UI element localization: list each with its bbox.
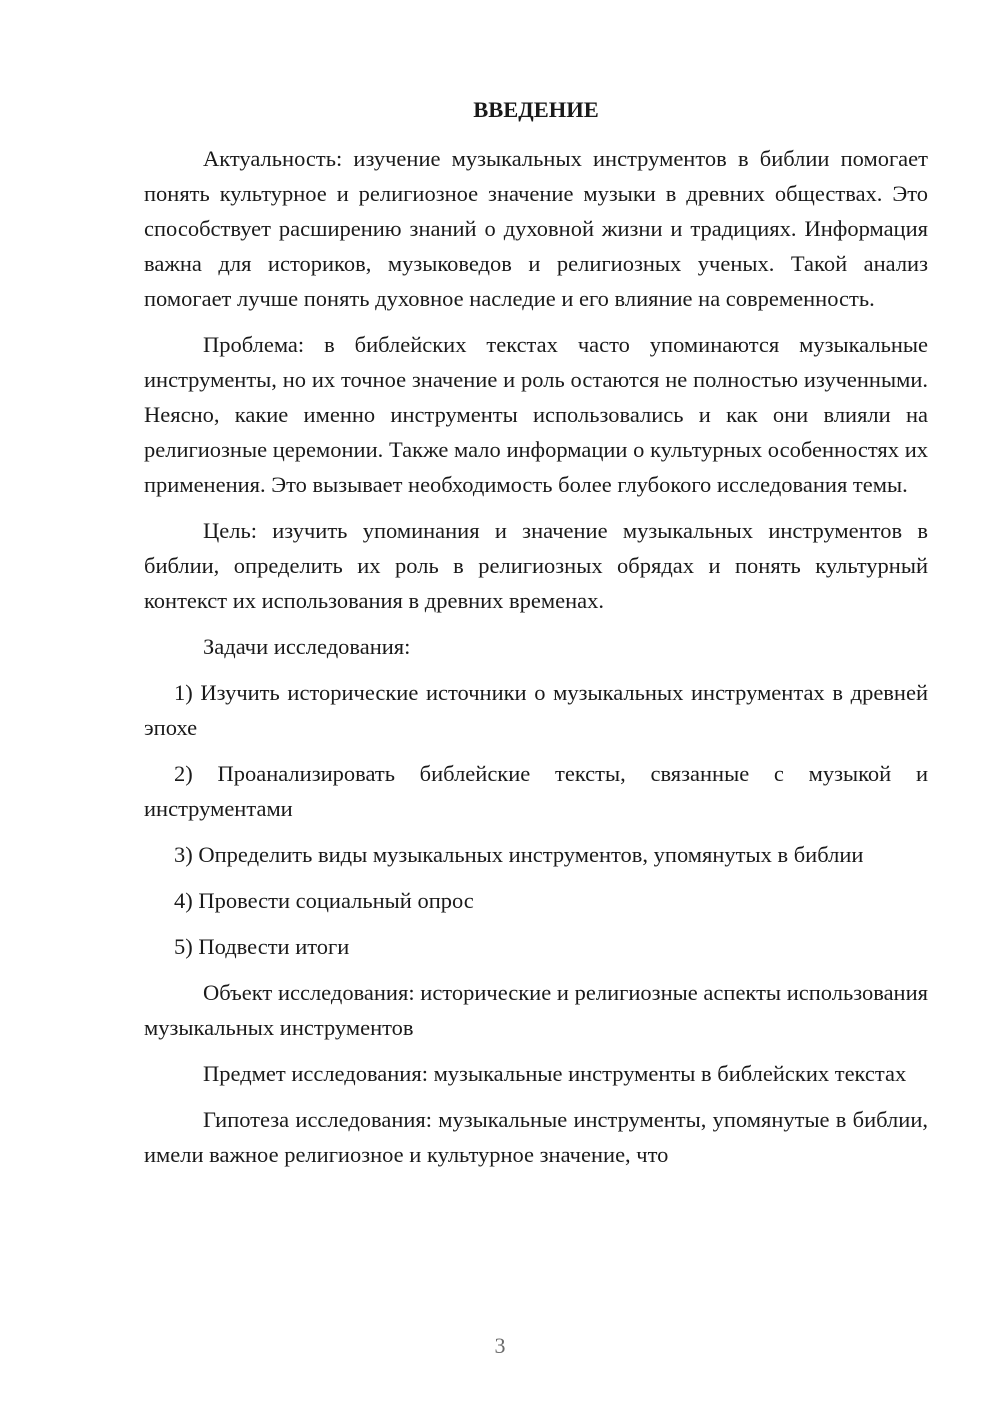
tasks-heading: Задачи исследования: <box>203 634 411 659</box>
page-content <box>144 92 928 1183</box>
paragraph-relevance: Актуальность: изучение музыкальных инструментов в библии помогает понять культурное и религиозное значение музыки в древних обществах. Это способствует расширению знаний о духовной жизни и традициях. Информация важна для историков, музыковедов и религиозных ученых. Такой анализ помогает лучше понять духовное наследие и его влияние на современность. <box>144 146 928 311</box>
paragraph-object: Объект исследования: исторические и религиозные аспекты использования музыкальных инструментов <box>144 980 928 1040</box>
list-item-task-4: 4) Провести социальный опрос <box>174 888 474 913</box>
page-title: ВВЕДЕНИЕ <box>473 97 599 122</box>
paragraph-goal: Цель: изучить упоминания и значение музыкальных инструментов в библии, определить их роль в религиозных обрядах и понять культурный контекст их использования в древних временах. <box>144 518 928 613</box>
paragraph-subject: Предмет исследования: музыкальные инструменты в библейских текстах <box>203 1061 907 1086</box>
list-item-task-1: 1) Изучить исторические источники о музыкальных инструментах в древней эпохе <box>144 680 928 740</box>
list-item-task-2: 2) Проанализировать библейские тексты, связанные с музыкой и инструментами <box>144 761 928 821</box>
paragraph-hypothesis: Гипотеза исследования: музыкальные инструменты, упомянутые в библии, имели важное религиозное и культурное значение, что <box>144 1107 928 1167</box>
list-item-task-3: 3) Определить виды музыкальных инструментов, упомянутых в библии <box>174 842 864 867</box>
page-number: 3 <box>494 1333 506 1358</box>
paragraph-problem: Проблема: в библейских текстах часто упоминаются музыкальные инструменты, но их точное значение и роль остаются не полностью изученными. Неясно, какие именно инструменты использовались и как они влияли на религиозные церемонии. Также мало информации о культурных особенностях их применения. Это вызывает необходимость более глубокого исследования темы. <box>144 332 928 497</box>
list-item-task-5: 5) Подвести итоги <box>174 934 350 959</box>
